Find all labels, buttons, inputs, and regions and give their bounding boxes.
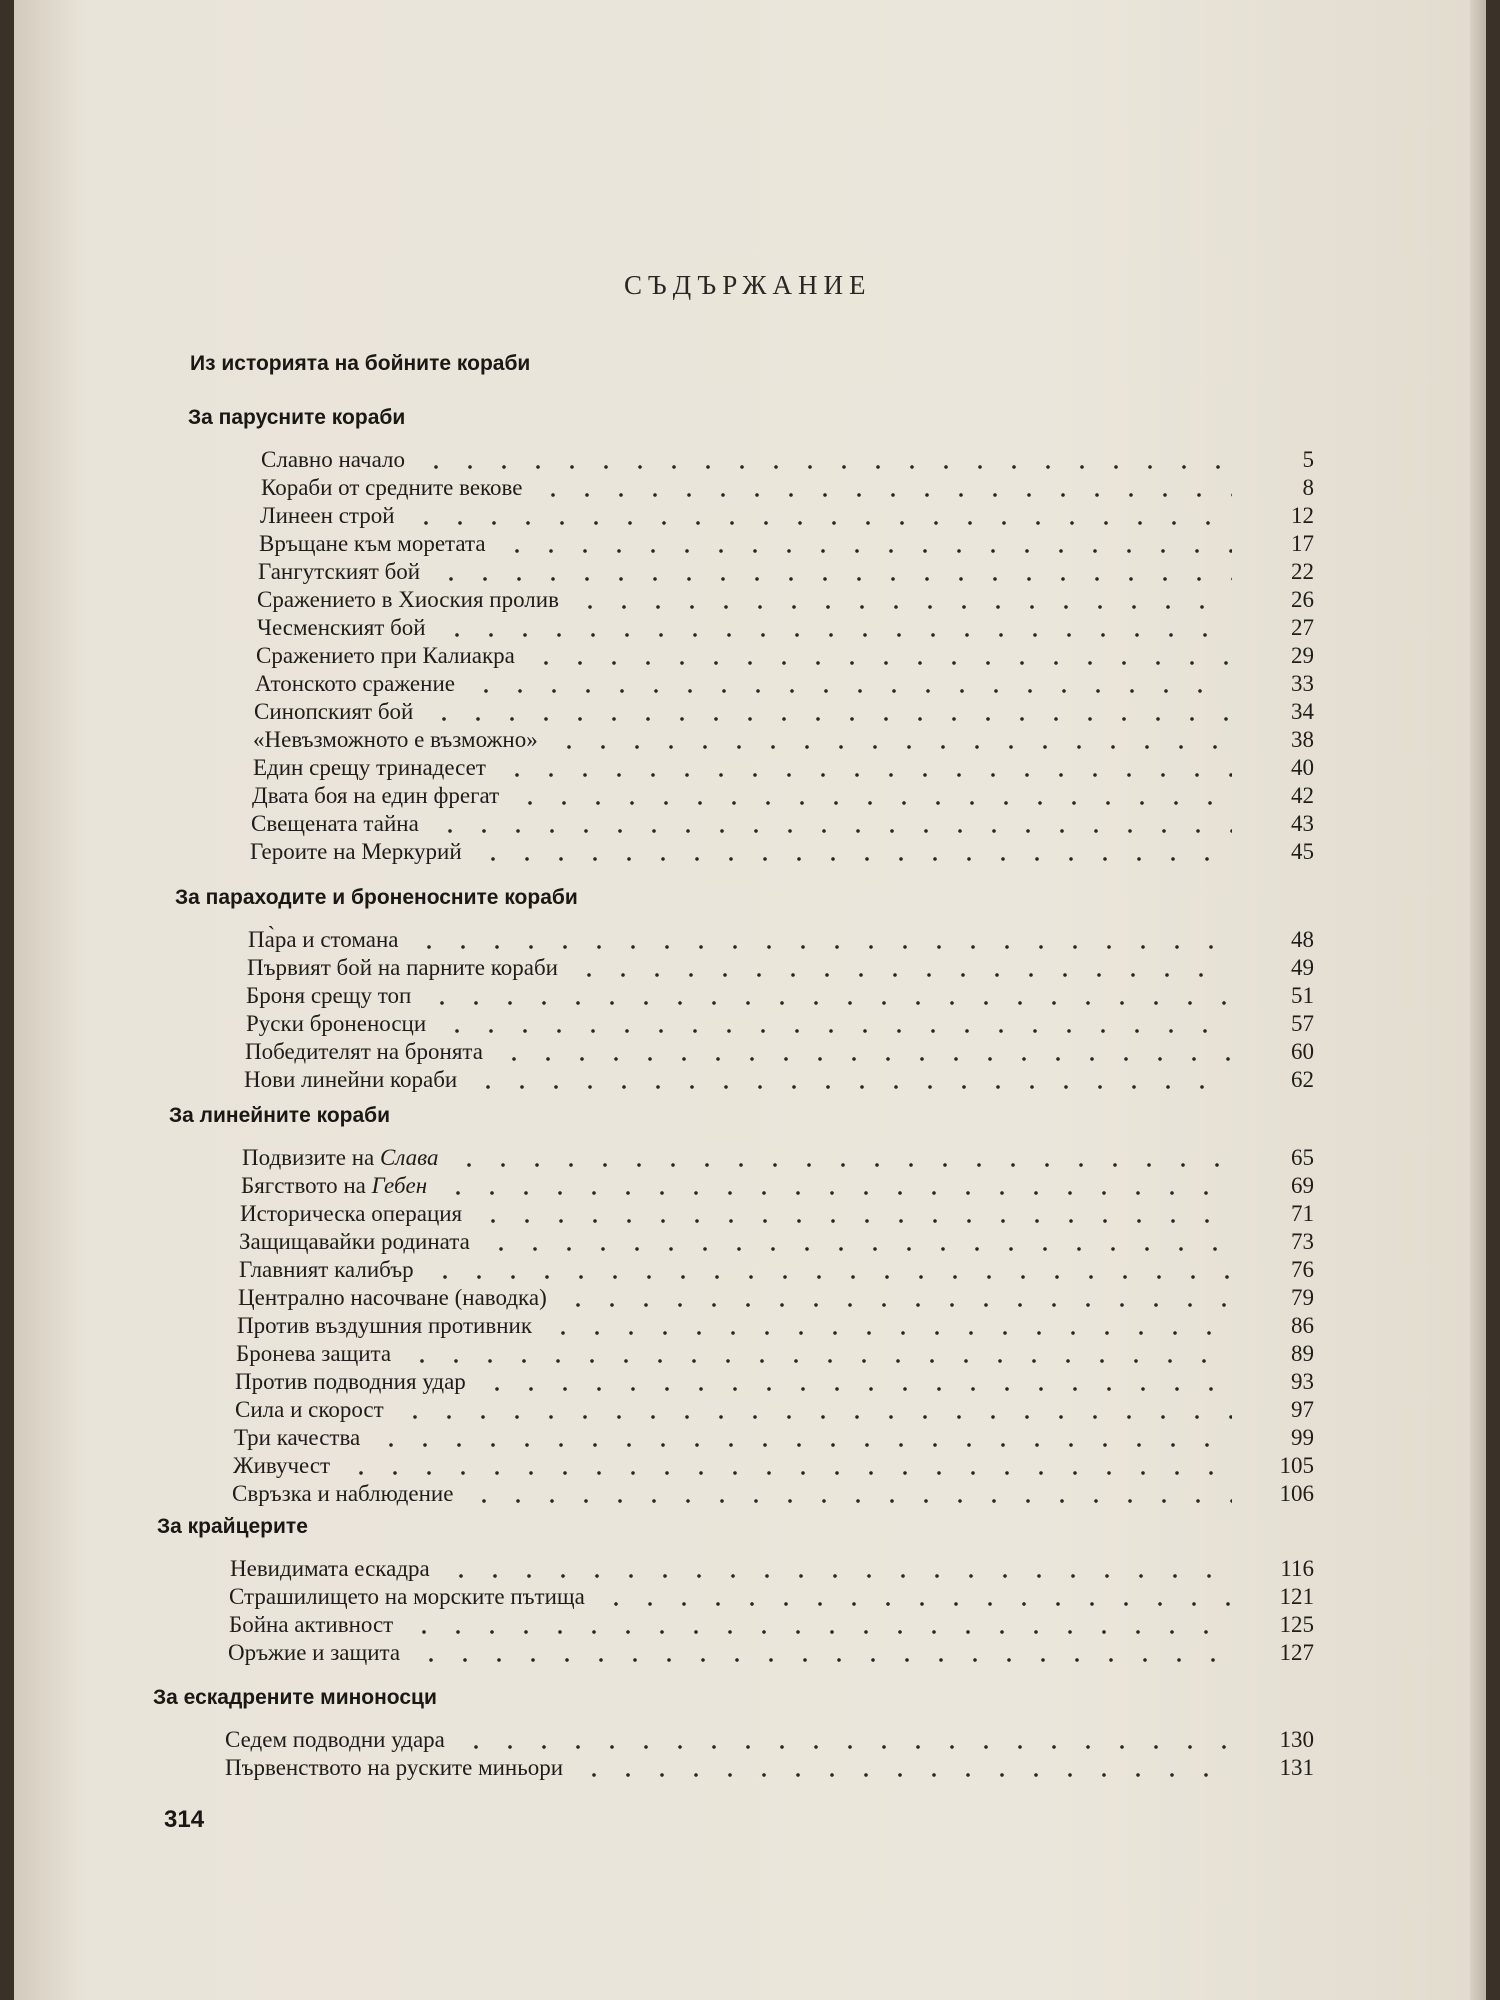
entry-title-text: Двата боя на един фрегат <box>252 783 500 808</box>
entry-title <box>235 1396 384 1424</box>
entry-page-number: 79 <box>1291 1285 1314 1310</box>
entry-title <box>239 1228 470 1256</box>
toc-entry <box>252 782 1314 810</box>
entry-title-text: Руски броненосци <box>246 1011 427 1036</box>
entry-title-text: Свещената тайна <box>251 811 419 836</box>
entry-page-number: 73 <box>1291 1229 1314 1254</box>
toc-entry <box>241 1172 1314 1200</box>
leader-dots <box>434 558 1232 586</box>
toc-entry <box>253 754 1314 782</box>
leader-dots <box>500 530 1232 558</box>
leader-dots <box>484 1228 1232 1256</box>
entry-title-text: Три качества <box>234 1425 361 1450</box>
entry-title <box>232 1480 453 1508</box>
entry-page-number: 42 <box>1291 783 1314 808</box>
entry-title <box>236 1340 391 1368</box>
entry-page-number: 69 <box>1291 1173 1314 1198</box>
toc-entry <box>230 1555 1314 1583</box>
entry-title-text: Първенството на руските миньори <box>225 1755 564 1780</box>
entry-title <box>229 1583 585 1611</box>
entry-title-text: Живучест <box>233 1453 331 1478</box>
entry-title <box>257 586 559 614</box>
entry-page-number: 93 <box>1291 1369 1314 1394</box>
toc-entry <box>257 614 1314 642</box>
entry-title <box>255 670 455 698</box>
toc-entry <box>236 1340 1314 1368</box>
leader-dots <box>513 782 1232 810</box>
entry-title <box>241 1172 427 1200</box>
toc-entry <box>259 530 1314 558</box>
entry-title <box>247 954 558 982</box>
entry-page-number: 33 <box>1291 671 1314 696</box>
entry-title-text: Свръзка и наблюдение <box>232 1481 454 1506</box>
entry-title <box>242 1144 438 1172</box>
entry-title <box>235 1368 466 1396</box>
entry-page-number: 130 <box>1279 1727 1314 1752</box>
entry-title <box>254 698 413 726</box>
toc-entry <box>229 1583 1314 1611</box>
entry-title <box>246 982 411 1010</box>
toc-entry <box>261 446 1314 474</box>
toc-entry <box>251 810 1314 838</box>
entry-title-text: Чесменският бой <box>257 615 426 640</box>
entry-title-text: Бронева защита <box>236 1341 392 1366</box>
section-heading: За крайцерите <box>157 1515 308 1538</box>
entry-title <box>230 1555 430 1583</box>
entry-title <box>261 446 405 474</box>
entry-page-number: 65 <box>1291 1145 1314 1170</box>
toc-entry <box>239 1228 1314 1256</box>
leader-dots <box>440 1010 1232 1038</box>
entry-page-number: 121 <box>1279 1584 1314 1609</box>
entry-page-number: 49 <box>1291 955 1314 980</box>
entry-page-number: 97 <box>1291 1397 1314 1422</box>
entry-title-text: Сила и скорост <box>235 1397 384 1422</box>
entry-page-number: 62 <box>1291 1067 1314 1092</box>
page-title: СЪДЪРЖАНИЕ <box>624 270 872 300</box>
entry-page-number: 27 <box>1291 615 1314 640</box>
entry-title <box>258 558 420 586</box>
entry-title <box>253 726 538 754</box>
entry-title <box>252 782 499 810</box>
section-heading: За парусните кораби <box>188 406 406 429</box>
leader-dots <box>529 642 1232 670</box>
entry-page-number: 125 <box>1279 1612 1314 1637</box>
leader-dots <box>599 1583 1232 1611</box>
entry-title <box>245 1038 483 1066</box>
toc-entry <box>242 1144 1314 1172</box>
leader-dots <box>427 698 1232 726</box>
entry-title-text: Един срещу тринадесет <box>253 755 486 780</box>
entry-title-text: Бойна активност <box>229 1612 394 1637</box>
entry-page-number: 127 <box>1279 1640 1314 1665</box>
entry-title <box>234 1424 360 1452</box>
entry-title-text: Нови линейни кораби <box>244 1067 458 1092</box>
toc-entry <box>239 1256 1314 1284</box>
entry-page-number: 57 <box>1291 1011 1314 1036</box>
entry-title-text: Гангутският бой <box>258 559 421 584</box>
entry-title-text: Подвизите на <box>242 1145 375 1170</box>
leader-dots <box>561 1284 1232 1312</box>
leader-dots <box>419 446 1232 474</box>
leader-dots <box>425 982 1232 1010</box>
toc-entry <box>260 502 1314 530</box>
leader-dots <box>433 810 1232 838</box>
entry-page-number: 71 <box>1291 1201 1314 1226</box>
leader-dots <box>407 1611 1232 1639</box>
entry-title <box>244 1066 457 1094</box>
entry-title-text: Сражението при Калиакра <box>256 643 515 668</box>
leader-dots <box>546 1312 1232 1340</box>
leader-dots <box>577 1754 1232 1782</box>
entry-page-number: 26 <box>1291 587 1314 612</box>
toc-entry <box>232 1480 1314 1508</box>
entry-page-number: 89 <box>1291 1341 1314 1366</box>
leader-dots <box>497 1038 1232 1066</box>
entry-page-number: 116 <box>1280 1556 1314 1581</box>
entry-title <box>225 1726 445 1754</box>
entry-page-number: 22 <box>1291 559 1314 584</box>
entry-title-text: Връщане към моретата <box>259 531 486 556</box>
toc-entry <box>248 926 1314 954</box>
entry-title-text: Броня срещу топ <box>246 983 412 1008</box>
leader-dots <box>552 726 1232 754</box>
entry-title-text: Защищавайки родината <box>239 1229 470 1254</box>
section-heading: Из историята на бойните кораби <box>190 352 531 375</box>
leader-dots <box>476 838 1232 866</box>
toc-entry <box>261 474 1314 502</box>
entry-title <box>248 926 398 954</box>
book-page <box>14 0 1486 2000</box>
entry-page-number: 86 <box>1291 1313 1314 1338</box>
entry-page-number: 76 <box>1291 1257 1314 1282</box>
toc-entry <box>246 1010 1314 1038</box>
section-heading: За ескадрените миноносци <box>153 1686 437 1709</box>
leader-dots <box>573 586 1232 614</box>
leader-dots <box>452 1144 1232 1172</box>
table-of-contents <box>14 0 1486 2000</box>
leader-dots <box>344 1452 1232 1480</box>
entry-title <box>225 1754 563 1782</box>
leader-dots <box>467 1480 1232 1508</box>
entry-title <box>237 1312 532 1340</box>
entry-page-number: 48 <box>1291 927 1314 952</box>
entry-page-number: 43 <box>1291 811 1314 836</box>
toc-entry <box>245 1038 1314 1066</box>
entry-title-text: Против подводния удар <box>235 1369 466 1394</box>
entry-title-text: Сражението в Хиоския пролив <box>257 587 559 612</box>
entry-title-italic: Слава <box>380 1145 439 1170</box>
entry-title-text: Централно насочване (наводка) <box>238 1285 547 1310</box>
entry-title <box>239 1256 414 1284</box>
entry-title-text: Историческа операция <box>240 1201 463 1226</box>
entry-page-number: 51 <box>1291 983 1314 1008</box>
toc-entry <box>225 1726 1314 1754</box>
entry-title-text: Синопският бой <box>254 699 414 724</box>
toc-entry <box>256 642 1314 670</box>
entry-title <box>233 1452 330 1480</box>
entry-title-text: Победителят на бронята <box>245 1039 483 1064</box>
entry-page-number: 131 <box>1279 1755 1314 1780</box>
entry-title <box>260 502 395 530</box>
entry-title <box>238 1284 547 1312</box>
toc-entry <box>233 1452 1314 1480</box>
entry-page-number: 5 <box>1302 447 1314 472</box>
toc-entry <box>258 558 1314 586</box>
entry-title <box>251 810 419 838</box>
section-heading: За линейните кораби <box>169 1104 391 1127</box>
leader-dots <box>469 670 1232 698</box>
toc-entry <box>228 1639 1314 1667</box>
entry-title-text: Славно начало <box>261 447 405 472</box>
entry-page-number: 106 <box>1279 1481 1314 1506</box>
leader-dots <box>480 1368 1232 1396</box>
toc-entry <box>235 1396 1314 1424</box>
leader-dots <box>459 1726 1232 1754</box>
entry-page-number: 45 <box>1291 839 1314 864</box>
entry-title-text: Па̀ра и стомана <box>248 927 399 952</box>
toc-entry <box>238 1284 1314 1312</box>
entry-title-text: Невидимата ескадра <box>230 1556 430 1581</box>
entry-title <box>259 530 486 558</box>
toc-entry <box>244 1066 1314 1094</box>
toc-entry <box>246 982 1314 1010</box>
leader-dots <box>405 1340 1232 1368</box>
leader-dots <box>412 926 1232 954</box>
entry-page-number: 105 <box>1279 1453 1314 1478</box>
entry-page-number: 60 <box>1291 1039 1314 1064</box>
entry-title <box>261 474 522 502</box>
leader-dots <box>428 1256 1232 1284</box>
entry-title-text: Героите на Меркурий <box>250 839 462 864</box>
entry-title-text: Страшилището на морските пътища <box>229 1584 585 1609</box>
entry-title-text: «Невъзможното е възможно» <box>253 727 538 752</box>
toc-entry <box>237 1312 1314 1340</box>
entry-page-number: 17 <box>1291 531 1314 556</box>
toc-entry <box>247 954 1314 982</box>
entry-page-number: 99 <box>1291 1425 1314 1450</box>
entry-title-text: Седем подводни удара <box>225 1727 445 1752</box>
entry-title <box>229 1611 393 1639</box>
toc-entry <box>235 1368 1314 1396</box>
toc-entry <box>254 698 1314 726</box>
toc-entry <box>253 726 1314 754</box>
toc-entry <box>250 838 1314 866</box>
leader-dots <box>471 1066 1232 1094</box>
entry-page-number: 8 <box>1302 475 1314 500</box>
entry-title-text: Линеен строй <box>260 503 395 528</box>
entry-title-italic: Гебен <box>371 1173 428 1198</box>
leader-dots <box>444 1555 1232 1583</box>
entry-page-number: 34 <box>1291 699 1314 724</box>
toc-entry <box>234 1424 1314 1452</box>
entry-title-text: Кораби от средните векове <box>261 475 523 500</box>
entry-page-number: 38 <box>1291 727 1314 752</box>
entry-page-number: 40 <box>1291 755 1314 780</box>
leader-dots <box>440 614 1232 642</box>
leader-dots <box>374 1424 1232 1452</box>
entry-title <box>228 1639 400 1667</box>
entry-title-text: Първият бой на парните кораби <box>247 955 558 980</box>
entry-title <box>246 1010 426 1038</box>
toc-entry <box>225 1754 1314 1782</box>
toc-entry <box>229 1611 1314 1639</box>
leader-dots <box>414 1639 1232 1667</box>
leader-dots <box>476 1200 1232 1228</box>
entry-title <box>256 642 515 670</box>
entry-title-text: Главният калибър <box>239 1257 414 1282</box>
entry-title-text: Против въздушния противник <box>237 1313 533 1338</box>
toc-entry <box>255 670 1314 698</box>
leader-dots <box>441 1172 1232 1200</box>
entry-page-number: 29 <box>1291 643 1314 668</box>
entry-title <box>253 754 486 782</box>
entry-title <box>240 1200 462 1228</box>
entry-title-text: Бягството на <box>241 1173 366 1198</box>
page-number: 314 <box>164 1806 205 1833</box>
toc-entry <box>240 1200 1314 1228</box>
entry-title-text: Оръжие и защита <box>228 1640 401 1665</box>
leader-dots <box>572 954 1232 982</box>
leader-dots <box>398 1396 1232 1424</box>
toc-entry <box>257 586 1314 614</box>
entry-page-number: 12 <box>1291 503 1314 528</box>
entry-title <box>257 614 426 642</box>
entry-title-text: Атонското сражение <box>255 671 455 696</box>
leader-dots <box>409 502 1232 530</box>
leader-dots <box>500 754 1232 782</box>
leader-dots <box>536 474 1232 502</box>
entry-title <box>250 838 462 866</box>
section-heading: За параходите и броненосните кораби <box>175 886 578 909</box>
